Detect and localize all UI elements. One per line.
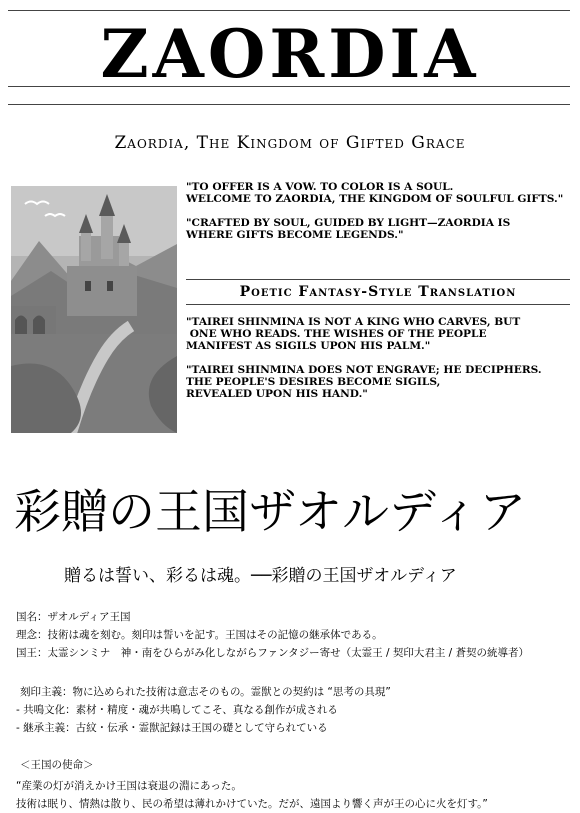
jp-line-king: 国王：太霊シンミナ 神・南をひらがみ化しながらファンタジー寄せ（太霊王 / 契印大君主 / 蒼契の統導者） (16, 647, 530, 659)
japanese-title: 彩贈の王国ザオルディア (14, 485, 527, 540)
page-subtitle: Zaordia, The Kingdom of Gifted Grace (114, 133, 466, 153)
jp-line-resonance: - 共鳴文化：素材・精度・魂が共鳴してこそ、真なる創作が成される (16, 704, 338, 716)
jp-line-mission-2: 技術は眠り、情熱は散り、民の希望は薄れかけていた。だが、遠国より響く声が王の心に火を灯す。” (16, 798, 488, 810)
quote-tairei-1: "TAIREI SHINMINA IS NOT A KING WHO CARVES, BUT ONE WHO READS. THE WISHES OF THE PEOPLE MANIFEST AS SIGILS UPON HIS PALM." (186, 316, 521, 352)
japanese-subtitle: 贈るは誓い、彩るは魂。──彩贈の王国ザオルディア (64, 566, 457, 586)
header-rule-top (8, 10, 570, 11)
quote-crafted: "CRAFTED BY SOUL, GUIDED BY LIGHT—ZAORDIA IS WHERE GIFTS BECOME LEGENDS." (186, 217, 511, 241)
page-title: ZAORDIA (100, 15, 480, 93)
poetic-rule-bottom (186, 304, 570, 305)
jp-line-mission-heading: ＜王国の使命＞ (20, 759, 94, 771)
poetic-rule-top (186, 279, 570, 280)
jp-line-sigilism: 刻印主義：物に込められた技術は意志そのもの。霊獣との契約は “思考の具現” (20, 686, 391, 698)
header-rule-bottom (8, 104, 570, 105)
poetic-heading: Poetic Fantasy-Style Translation (239, 284, 517, 300)
jp-line-country: 国名：ザオルディア王国 (16, 611, 131, 623)
jp-line-philosophy: 理念：技術は魂を刻む。刻印は誓いを記す。王国はその記憶の継承体である。 (16, 629, 383, 641)
jp-line-mission-1: “産業の灯が消えかけ王国は衰退の淵にあった。 (16, 780, 242, 792)
castle-illustration (11, 186, 177, 433)
quote-tairei-2: "TAIREI SHINMINA DOES NOT ENGRAVE; HE DECIPHERS. THE PEOPLE'S DESIRES BECOME SIGILS, REVEALED UPON HIS HAND." (186, 364, 542, 400)
jp-line-inheritance: - 継承主義：古紋・伝承・霊獣記録は王国の礎として守られている (16, 722, 328, 734)
quote-offer: "TO OFFER IS A VOW. TO COLOR IS A SOUL. WELCOME TO ZAORDIA, THE KINGDOM OF SOULFUL GIFTS." (186, 181, 564, 205)
